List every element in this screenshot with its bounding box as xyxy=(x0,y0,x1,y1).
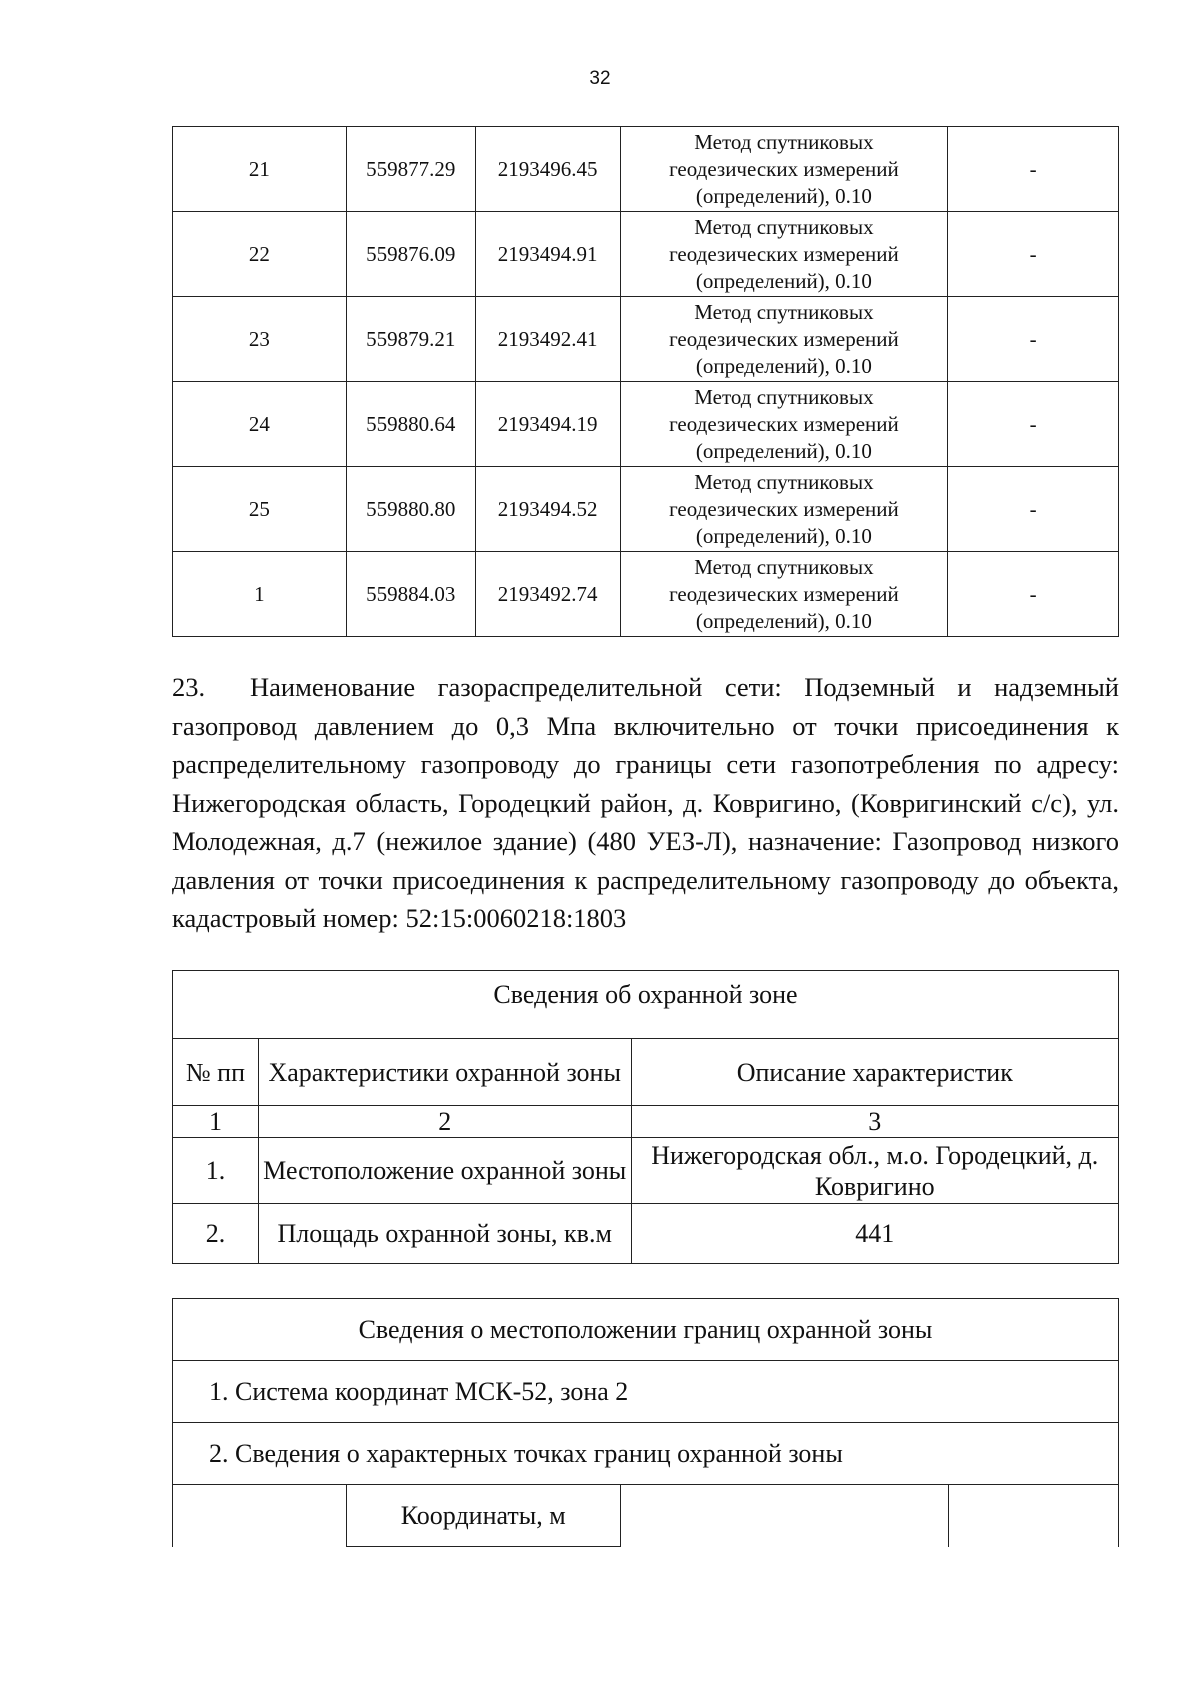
method-line: геодезических измерений xyxy=(669,411,899,436)
empty-cell xyxy=(620,1485,949,1547)
point-number: 25 xyxy=(173,467,347,552)
boundary-table xyxy=(172,1298,1119,1547)
method-cell xyxy=(620,127,948,212)
method-line: Метод спутниковых xyxy=(694,129,874,154)
method-line: (определений), 0.10 xyxy=(695,353,872,378)
coord-y: 2193492.74 xyxy=(475,552,620,637)
coord-x: 559877.29 xyxy=(346,127,475,212)
point-number: 21 xyxy=(173,127,347,212)
header-description: Описание характеристик xyxy=(631,1039,1118,1106)
index-cell: 1 xyxy=(173,1106,259,1138)
method-cell xyxy=(620,552,948,637)
note-cell: - xyxy=(948,552,1119,637)
coord-x: 559880.64 xyxy=(346,382,475,467)
row-name: Местоположение охранной зоны xyxy=(258,1138,631,1204)
note-cell: - xyxy=(948,127,1119,212)
header-characteristic: Характеристики охранной зоны xyxy=(258,1039,631,1106)
method-line: (определений), 0.10 xyxy=(695,523,872,548)
coord-x: 559879.21 xyxy=(346,297,475,382)
boundary-points-heading: 2. Сведения о характерных точках границ охранной зоны xyxy=(173,1423,1119,1485)
note-cell: - xyxy=(948,297,1119,382)
method-line: (определений), 0.10 xyxy=(695,268,872,293)
note-cell: - xyxy=(948,382,1119,467)
row-value: Нижегородская обл., м.о. Городецкий, д. Ковригино xyxy=(631,1138,1118,1204)
point-number: 1 xyxy=(173,552,347,637)
empty-cell xyxy=(173,1485,347,1547)
method-line: (определений), 0.10 xyxy=(695,183,872,208)
row-value: 441 xyxy=(631,1204,1118,1264)
method-cell xyxy=(620,467,948,552)
coord-x: 559884.03 xyxy=(346,552,475,637)
coordinate-system: 1. Система координат МСК-52, зона 2 xyxy=(173,1361,1119,1423)
method-cell xyxy=(620,212,948,297)
point-number: 22 xyxy=(173,212,347,297)
header-number: № пп xyxy=(173,1039,259,1106)
coordinate-row xyxy=(173,127,1119,212)
method-cell xyxy=(620,297,948,382)
coord-y: 2193494.19 xyxy=(475,382,620,467)
index-cell: 3 xyxy=(631,1106,1118,1138)
row-number: 2. xyxy=(173,1204,259,1264)
coord-x: 559880.80 xyxy=(346,467,475,552)
row-name: Площадь охранной зоны, кв.м xyxy=(258,1204,631,1264)
coord-y: 2193496.45 xyxy=(475,127,620,212)
coord-y: 2193492.41 xyxy=(475,297,620,382)
method-line: Метод спутниковых xyxy=(694,554,874,579)
method-line: (определений), 0.10 xyxy=(695,438,872,463)
section-23 xyxy=(172,668,1119,938)
empty-cell xyxy=(949,1485,1119,1547)
method-line: (определений), 0.10 xyxy=(695,608,872,633)
method-line: Метод спутниковых xyxy=(694,469,874,494)
coord-y: 2193494.52 xyxy=(475,467,620,552)
method-line: геодезических измерений xyxy=(669,241,899,266)
coordinate-row xyxy=(173,382,1119,467)
coord-y: 2193494.91 xyxy=(475,212,620,297)
zone-table-title: Сведения об охранной зоне xyxy=(173,971,1119,1039)
coordinate-row xyxy=(173,297,1119,382)
coordinate-row xyxy=(173,552,1119,637)
note-cell: - xyxy=(948,212,1119,297)
section-text: Наименование газораспределительной сети: Подземный и надземный газопровод давлением до 0,3 Мпа включительно от точки присоединения к распределительному газопроводу до границы сети газопотребления по адресу: Нижегородская область, Городецкий район, д. Ковригино, (Ковригинский с/с), ул. Молодежная, д.7 (нежилое здание) (480 УЕЗ-Л), назначение: Газопровод низкого давления от точки присоединения к распределительному газопроводу до объекта, кадастровый номер: 52:15:0060218:1803 xyxy=(172,672,1119,933)
method-line: геодезических измерений xyxy=(669,156,899,181)
coord-x: 559876.09 xyxy=(346,212,475,297)
protection-zone-table xyxy=(172,970,1119,1264)
coordinates-header: Координаты, м xyxy=(346,1485,620,1547)
method-line: Метод спутниковых xyxy=(694,299,874,324)
method-line: Метод спутниковых xyxy=(694,214,874,239)
page-number: 32 xyxy=(589,68,611,89)
coordinate-row xyxy=(173,212,1119,297)
row-number: 1. xyxy=(173,1138,259,1204)
point-number: 24 xyxy=(173,382,347,467)
method-line: геодезических измерений xyxy=(669,581,899,606)
coordinate-row xyxy=(173,467,1119,552)
note-cell: - xyxy=(948,467,1119,552)
method-line: геодезических измерений xyxy=(669,326,899,351)
coordinate-table xyxy=(172,126,1119,637)
method-cell xyxy=(620,382,948,467)
point-number: 23 xyxy=(173,297,347,382)
method-line: геодезических измерений xyxy=(669,496,899,521)
index-cell: 2 xyxy=(258,1106,631,1138)
boundary-table-title: Сведения о местоположении границ охранной зоны xyxy=(173,1299,1119,1361)
method-line: Метод спутниковых xyxy=(694,384,874,409)
section-number: 23. xyxy=(172,672,206,702)
